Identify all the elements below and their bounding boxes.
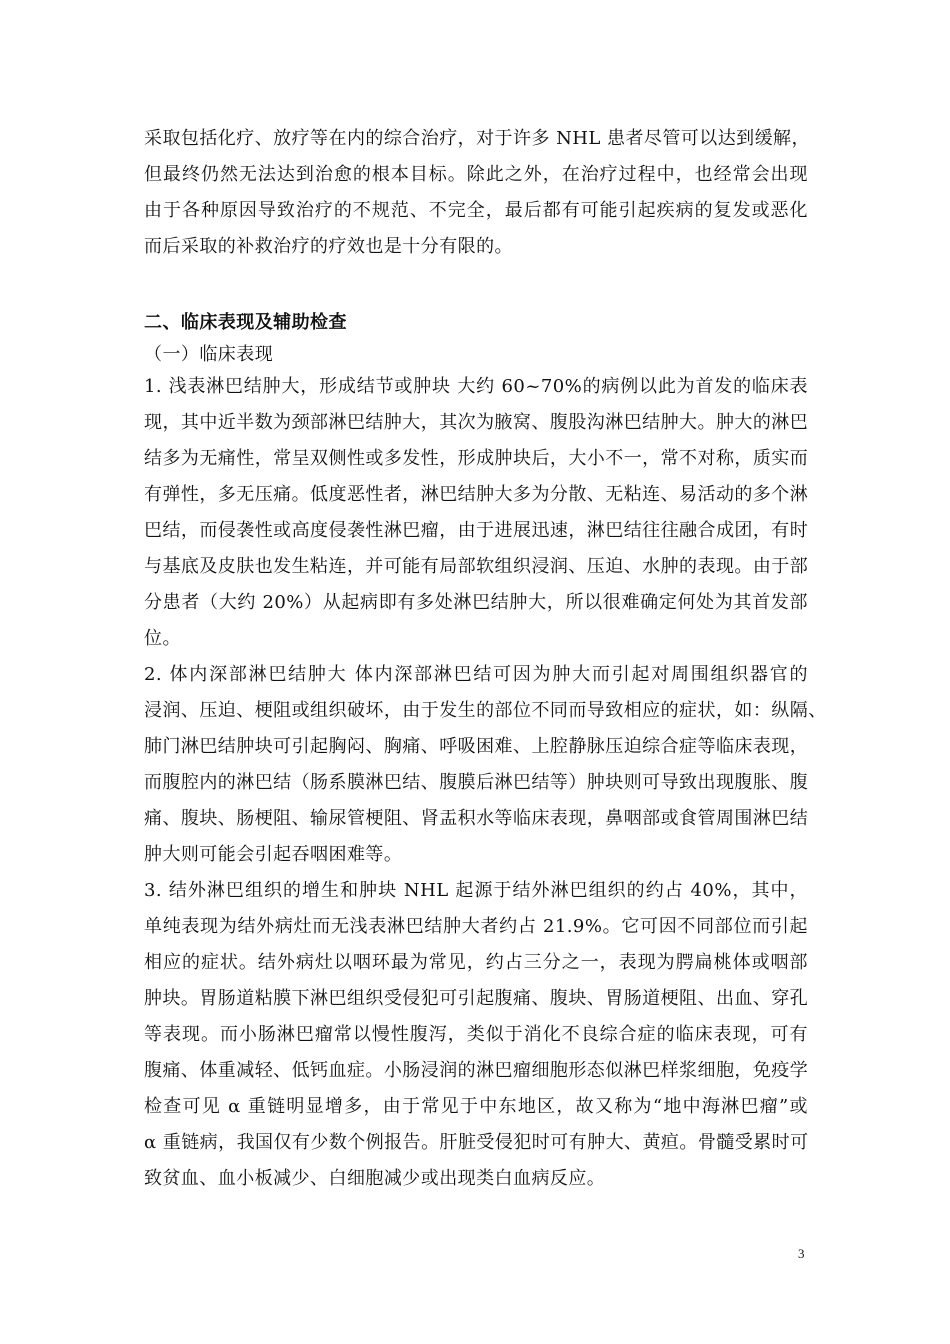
list-item-line: 腹痛、体重减轻、低钙血症。小肠浸润的淋巴瘤细胞形态似淋巴样浆细胞，免疫学 [144, 1060, 809, 1081]
list-item-line: 等表现。而小肠淋巴瘤常以慢性腹泻，类似于消化不良综合症的临床表现，可有 [144, 1024, 808, 1045]
list-item-line: 而腹腔内的淋巴结（肠系膜淋巴结、腹膜后淋巴结等）肿块则可导致出现腹胀、腹 [144, 772, 809, 793]
list-item-line: 肿块。胃肠道粘膜下淋巴组织受侵犯可引起腹痛、腹块、胃肠道梗阻、出血、穿孔 [144, 988, 809, 1009]
list-item-line: 致贫血、血小板减少、白细胞减少或出现类白血病反应。 [144, 1168, 606, 1189]
list-item-line: 巴结，而侵袭性或高度侵袭性淋巴瘤，由于进展迅速，淋巴结往往融合成团，有时 [144, 520, 809, 541]
list-item-line: 肺门淋巴结肿块可引起胸闷、胸痛、呼吸困难、上腔静脉压迫综合症等临床表现， [144, 736, 809, 757]
list-item-line: 肿大则可能会引起吞咽困难等。 [144, 844, 403, 865]
list-item-line: 有弹性，多无压痛。低度恶性者，淋巴结肿大多为分散、无粘连、易活动的多个淋 [144, 484, 809, 505]
list-item-line: 痛、腹块、肠梗阻、输尿管梗阻、肾盂积水等临床表现，鼻咽部或食管周围淋巴结 [144, 808, 809, 829]
page-number: 3 [798, 1246, 805, 1261]
list-item-line: 位。 [144, 628, 181, 649]
list-item-line: 1. 浅表淋巴结肿大，形成结节或肿块 大约 60~70%的病例以此为首发的临床表 [144, 376, 808, 397]
list-item-line: 现，其中近半数为颈部淋巴结肿大，其次为腋窝、腹股沟淋巴结肿大。肿大的淋巴 [144, 412, 809, 433]
paragraph-line: 由于各种原因导致治疗的不规范、不完全，最后都有可能引起疾病的复发或恶化 [144, 200, 808, 221]
list-item-line: 相应的症状。结外病灶以咽环最为常见，约占三分之一，表现为腭扁桃体或咽部 [144, 952, 808, 973]
paragraph-line: 但最终仍然无法达到治愈的根本目标。除此之外，在治疗过程中，也经常会出现 [144, 164, 808, 185]
list-item-line: 检查可见 α 重链明显增多，由于常见于中东地区，故又称为“地中海淋巴瘤”或 [144, 1096, 808, 1117]
list-item-line: 结多为无痛性，常呈双侧性或多发性，形成肿块后，大小不一，常不对称，质实而 [144, 448, 809, 469]
list-item-line: 浸润、压迫、梗阻或组织破坏，由于发生的部位不同而导致相应的症状，如：纵隔、 [144, 700, 827, 721]
list-item-line: α 重链病，我国仅有少数个例报告。肝脏受侵犯时可有肿大、黄疸。骨髓受累时可 [144, 1132, 809, 1153]
list-item-line: 与基底及皮肤也发生粘连，并可能有局部软组织浸润、压迫、水肿的表现。由于部 [144, 556, 809, 577]
list-item-line: 分患者（大约 20%）从起病即有多处淋巴结肿大，所以很难确定何处为其首发部 [144, 592, 808, 613]
section-heading: 二、临床表现及辅助检查 [144, 312, 347, 333]
paragraph-line: 采取包括化疗、放疗等在内的综合治疗，对于许多 NHL 患者尽管可以达到缓解， [144, 128, 810, 149]
paragraph-line: 而后采取的补救治疗的疗效也是十分有限的。 [144, 236, 513, 257]
list-item-line: 3. 结外淋巴组织的增生和肿块 NHL 起源于结外淋巴组织的约占 40%，其中， [144, 880, 808, 901]
list-item-line: 2. 体内深部淋巴结肿大 体内深部淋巴结可因为肿大而引起对周围组织器官的 [144, 664, 808, 685]
list-item-line: 单纯表现为结外病灶而无浅表淋巴结肿大者约占 21.9%。它可因不同部位而引起 [144, 916, 808, 937]
subsection-heading: （一）临床表现 [144, 344, 274, 365]
